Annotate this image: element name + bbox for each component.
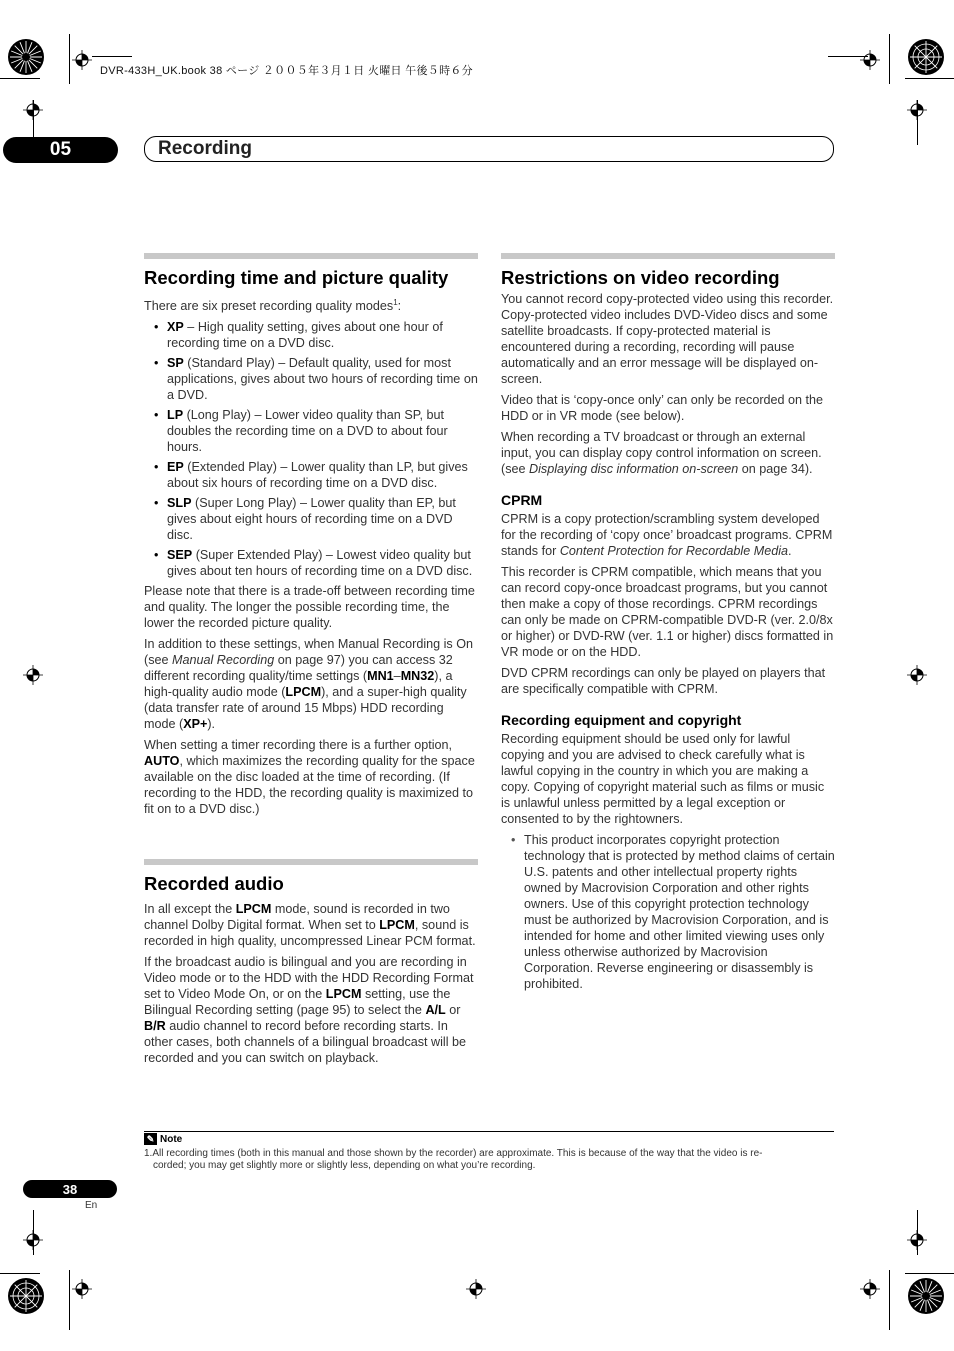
list-item: • XP – High quality setting, gives about one hour of recording time on a DVD disc. [144,319,478,351]
registration-mark-icon [860,50,880,70]
note-pencil-icon: ✎ [144,1133,157,1145]
registration-mark-icon [907,1230,927,1250]
section-title: Restrictions on video recording [501,267,780,288]
paragraph: In addition to these settings, when Manual Recording is On (see Manual Recording on page 97) you can access 32 different recording quality/time settings (MN1–MN32), a high-quality audio mode (LPCM), and a super-high quality (data transfer rate of around 15 Mbps) HDD recording mode (XP+). [144,637,474,732]
subsection-title: CPRM [501,492,543,508]
section-rule [144,253,478,259]
mode-list [144,319,478,579]
list-item: • LP (Long Play) – Lower video quality than SP, but doubles the recording time on a DVD to about four hours. [144,407,478,455]
subsection-title: Recording equipment and copyright [501,712,742,728]
paragraph: If the broadcast audio is bilingual and you are recording in Video mode or to the HDD with the HDD Recording Format set to Video Mode On, or on the LPCM setting, use the Bilingual Recording setting (page 95) to select the A/L or B/R audio channel to record before recording starts. In other cases, both channels of a bilingual broadcast will be recorded and you can switch on playback. [144,955,474,1065]
page-language: En [85,1200,98,1211]
registration-mark-icon [907,665,927,685]
footnote-line: 1.All recording times (both in this manual and those shown by the recorder) are approximate. This is because of the way that the video is re- [144,1148,763,1159]
left-column [144,253,478,822]
page-number: 38 [23,1180,117,1198]
paragraph: Video that is ‘copy-once only’ can only be recorded on the HDD or in VR mode (see below). [501,393,824,423]
footnote [144,1148,834,1172]
paragraph: Please note that there is a trade-off between recording time and quality. The longer the possible recording time, the lower the recorded picture quality. [144,584,475,631]
list-item: • SP (Standard Play) – Default quality, used for most applications, gives about two hours of recording time on a DVD. [144,355,478,403]
section-rule [144,859,478,865]
registration-mark-icon [72,1279,92,1299]
left-column-audio [144,859,478,1071]
list-item: • SLP (Super Long Play) – Lower quality than EP, but gives about eight hours of recording time on a DVD disc. [144,495,478,543]
section-title: Recorded audio [144,873,284,894]
chapter-number: 05 [3,137,118,163]
starburst-icon [7,1277,45,1315]
list-item: • SEP (Super Extended Play) – Lowest video quality but gives about ten hours of recording time on a DVD disc. [144,547,478,579]
copyright-list [501,832,835,992]
starburst-icon [907,38,945,76]
paragraph: CPRM is a copy protection/scrambling system developed for the recording of ‘copy once’ broadcast programs. CPRM stands for Content Protection for Recordable Media. [501,512,833,558]
registration-mark-icon [23,665,43,685]
registration-mark-icon [860,1279,880,1299]
registration-mark-icon [23,100,43,120]
registration-mark-icon [466,1279,486,1299]
paragraph: Recording equipment should be used only for lawful copying and you are advised to check carefully what is lawful copying in the country in which you are making a copy. Copying of copyright material such as films or music is unlawful unless permitted by a legal exception or consented to by the rightowners. [501,732,825,826]
footnote-rule [144,1131,834,1132]
paragraph: When recording a TV broadcast or through an external input, you can display copy control information on screen. (see Displaying disc information on-screen on page 34). [501,430,822,476]
footnote-line: corded; you may get slightly more or slightly less, depending on what you’re recording. [153,1160,536,1171]
registration-mark-icon [23,1230,43,1250]
section-title: Recording time and picture quality [144,267,449,288]
note-heading [144,1133,182,1145]
starburst-icon [7,38,45,76]
paragraph: This recorder is CPRM compatible, which means that you can record copy-once broadcast programs, but you cannot then make a copy of those recordings. CPRM recordings can only be made on CPRM-compatible DVD-R (ver. 2.0/8x or higher) or DVD-RW (ver. 1.1 or higher) discs formatted in VR mode or on the HDD. [501,565,834,659]
right-column [501,253,835,996]
starburst-icon [907,1277,945,1315]
paragraph: There are six preset recording quality modes$^1$: [144,298,402,314]
chapter-title-bar [144,136,834,162]
list-item: • This product incorporates copyright protection technology that is protected by method claims of certain U.S. patents and other intellectual property rights owned by Macrovision Corporation and other rights owners. Use of this copyright protection technology must be authorized by Macrovision Corporation, and is intended for home and other limited viewing uses only unless otherwise authorized by Macrovision Corporation. Reverse engineering or disassembly is prohibited. [501,832,835,992]
list-item: • EP (Extended Play) – Lower quality than LP, but gives about six hours of recording time on a DVD disc. [144,459,478,491]
paragraph: When setting a timer recording there is a further option, AUTO, which maximizes the recording quality for the space available on the disc loaded at the time of recording. (If recording to the HDD, the recording quality is maximized to fit on to a DVD disc.) [144,738,475,817]
chapter-title: Recording [158,138,252,159]
paragraph: You cannot record copy-protected video using this recorder. Copy-protected video includes DVD-Video discs and some satellite broadcasts. If copy-protected material is encountered during a recording, recording will pause automatically and an error message will be displayed on-screen. [501,292,834,386]
registration-mark-icon [907,100,927,120]
paragraph: In all except the LPCM mode, sound is recorded in two channel Dolby Digital format. When set to LPCM, sound is recorded in high quality, uncompressed Linear PCM format. [144,902,476,948]
section-rule [501,253,835,259]
note-label: Note [160,1133,183,1145]
print-info: DVR-433H_UK.book 38 ページ ２００５年３月１日 火曜日 午後５時６分 [100,65,473,77]
registration-mark-icon [72,50,92,70]
paragraph: DVD CPRM recordings can only be played on players that are specifically compatible with CPRM. [501,666,826,696]
